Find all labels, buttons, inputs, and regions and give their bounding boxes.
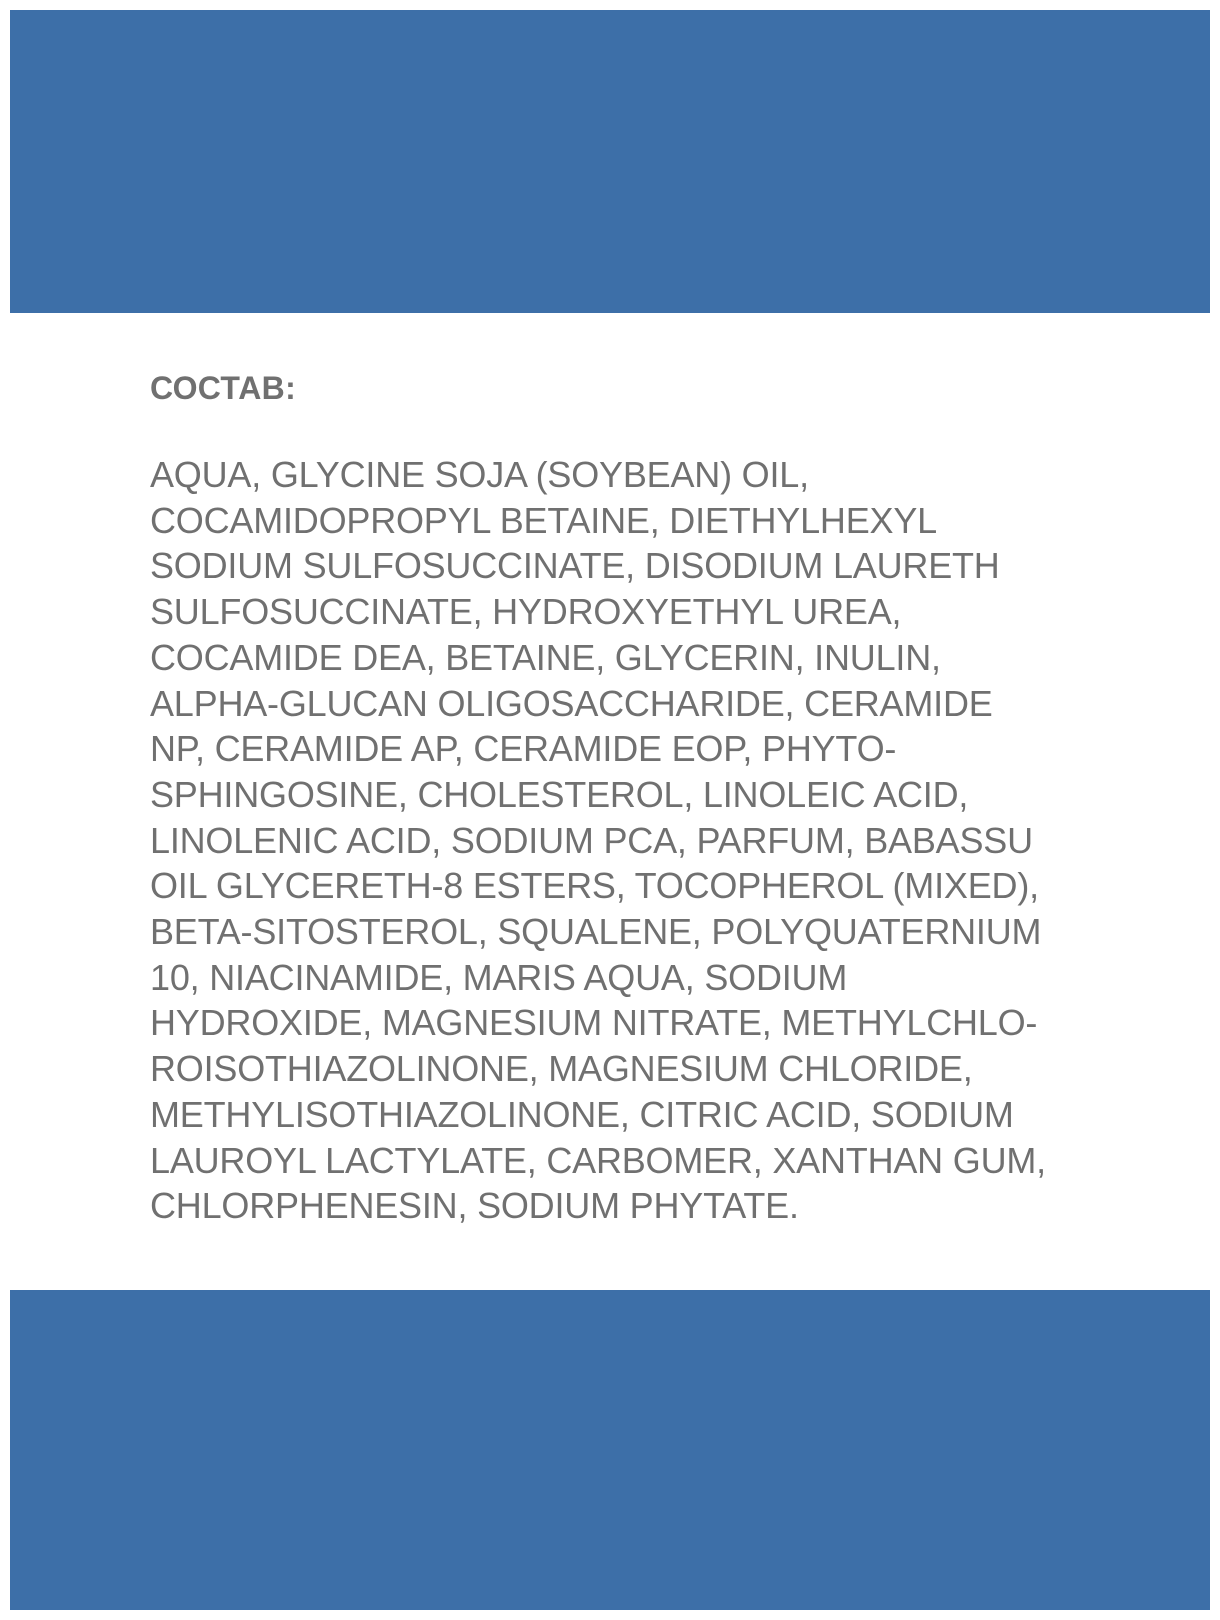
ingredient-line: SPHINGOSINE, CHOLESTEROL, LINOLEIC ACID, [150, 773, 969, 815]
ingredient-line: COCAMIDOPROPYL BETAINE, DIETHYLHEXYL [150, 499, 937, 541]
top-color-band [10, 10, 1210, 313]
ingredient-line: ALPHA-GLUCAN OLIGOSACCHARIDE, CERAMIDE [150, 682, 993, 724]
ingredient-line: AQUA, GLYCINE SOJA (SOYBEAN) OIL, [150, 454, 809, 495]
ingredients-list [150, 452, 1110, 1229]
ingredient-line: SODIUM SULFOSUCCINATE, DISODIUM LAURETH [150, 545, 1000, 587]
ingredient-line: METHYLISOTHIAZOLINONE, CITRIC ACID, SODIUM [150, 1093, 1014, 1135]
ingredient-line: CHLORPHENESIN, SODIUM PHYTATE. [150, 1185, 799, 1227]
composition-section [150, 362, 1110, 1229]
ingredient-line: BETA-SITOSTEROL, SQUALENE, POLYQUATERNIUM [150, 911, 1042, 953]
ingredient-line: LINOLENIC ACID, SODIUM PCA, PARFUM, BABASSU [150, 819, 1033, 861]
ingredient-line: LAUROYL LACTYLATE, CARBOMER, XANTHAN GUM, [150, 1139, 1046, 1181]
ingredient-line: SULFOSUCCINATE, HYDROXYETHYL UREA, [150, 591, 902, 633]
ingredient-line: ROISOTHIAZOLINONE, MAGNESIUM CHLORIDE, [150, 1048, 973, 1090]
ingredient-line: HYDROXIDE, MAGNESIUM NITRATE, METHYLCHLO- [150, 1002, 1038, 1044]
bottom-color-band [10, 1290, 1210, 1610]
ingredient-line: NP, CERAMIDE AP, CERAMIDE EOP, PHYTO- [150, 728, 897, 770]
ingredient-line: OIL GLYCERETH-8 ESTERS, TOCOPHEROL (MIXED), [150, 865, 1039, 907]
ingredient-line: 10, NIACINAMIDE, MARIS AQUA, SODIUM [150, 956, 848, 998]
ingredient-line: COCAMIDE DEA, BETAINE, GLYCERIN, INULIN, [150, 636, 941, 678]
composition-heading: СОСТАВ: [150, 370, 297, 406]
